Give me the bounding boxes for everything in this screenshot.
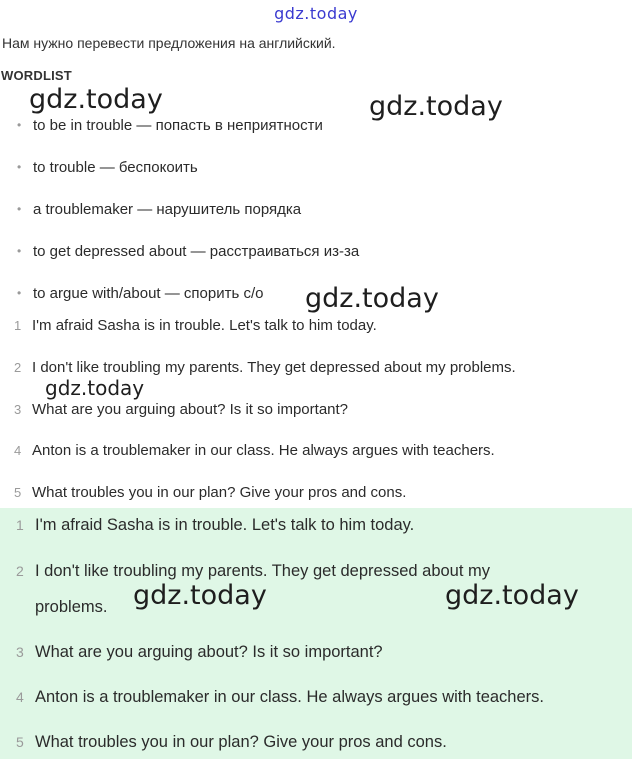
task-item [14, 484, 406, 501]
bullet-icon: • [17, 286, 22, 300]
answer-item [16, 634, 383, 670]
instruction-text: Нам нужно перевести предложения на английский. [2, 35, 336, 51]
item-number: 4 [16, 689, 24, 705]
watermark: gdz.today [45, 376, 145, 400]
item-number: 2 [14, 360, 22, 375]
bullet-icon: • [17, 160, 22, 174]
watermark: gdz.today [305, 283, 439, 314]
wordlist-item-text: to be in trouble — попасть в неприятности [33, 117, 323, 134]
task-item [14, 442, 495, 459]
site-logo[interactable]: gdz.today [274, 4, 358, 23]
wordlist-item [17, 159, 198, 176]
answer-item [16, 724, 447, 760]
task-item [14, 359, 516, 376]
item-number: 4 [14, 443, 22, 458]
wordlist-item-text: to get depressed about — расстраиваться из-за [33, 243, 360, 260]
bullet-icon: • [17, 244, 22, 258]
task-item [14, 401, 348, 418]
item-number: 5 [14, 485, 22, 500]
answer-item-text: What are you arguing about? Is it so important? [35, 643, 383, 661]
watermark: gdz.today [445, 580, 579, 611]
wordlist-heading: WORDLIST [1, 68, 72, 83]
task-item-text: Anton is a troublemaker in our class. He always argues with teachers. [32, 442, 495, 459]
answer-item-continuation: problems. [35, 598, 108, 616]
wordlist-item-text: a troublemaker — нарушитель порядка [33, 201, 302, 218]
answer-item-text: Anton is a troublemaker in our class. He always argues with teachers. [35, 688, 544, 706]
wordlist-item [17, 243, 359, 260]
item-number: 1 [14, 318, 22, 333]
answer-item-text: What troubles you in our plan? Give your pros and cons. [35, 733, 447, 751]
bullet-icon: • [17, 202, 22, 216]
task-item-text: What are you arguing about? Is it so important? [32, 401, 349, 418]
item-number: 1 [16, 517, 24, 533]
task-item-text: What troubles you in our plan? Give your pros and cons. [32, 484, 407, 501]
item-number: 3 [14, 402, 22, 417]
wordlist-item [17, 201, 301, 218]
answer-item-text: I'm afraid Sasha is in trouble. Let's talk to him today. [35, 516, 415, 534]
answer-item-text: I don't like troubling my parents. They get depressed about my [35, 562, 491, 580]
task-item-text: I don't like troubling my parents. They get depressed about my problems. [32, 359, 516, 376]
item-number: 3 [16, 644, 24, 660]
task-item-text: I'm afraid Sasha is in trouble. Let's talk to him today. [32, 317, 377, 334]
watermark: gdz.today [133, 580, 267, 611]
answer-panel [0, 508, 632, 759]
answer-item [16, 679, 544, 715]
task-item [14, 317, 377, 334]
bullet-icon: • [17, 118, 22, 132]
answer-item [16, 507, 414, 543]
wordlist-item-text: to argue with/about — спорить с/о [33, 285, 264, 302]
wordlist-item [17, 117, 323, 134]
wordlist-item [17, 285, 263, 302]
item-number: 2 [16, 563, 24, 579]
wordlist-item-text: to trouble — беспокоить [33, 159, 198, 176]
watermark: gdz.today [29, 84, 163, 115]
item-number: 5 [16, 734, 24, 750]
watermark: gdz.today [369, 91, 503, 122]
